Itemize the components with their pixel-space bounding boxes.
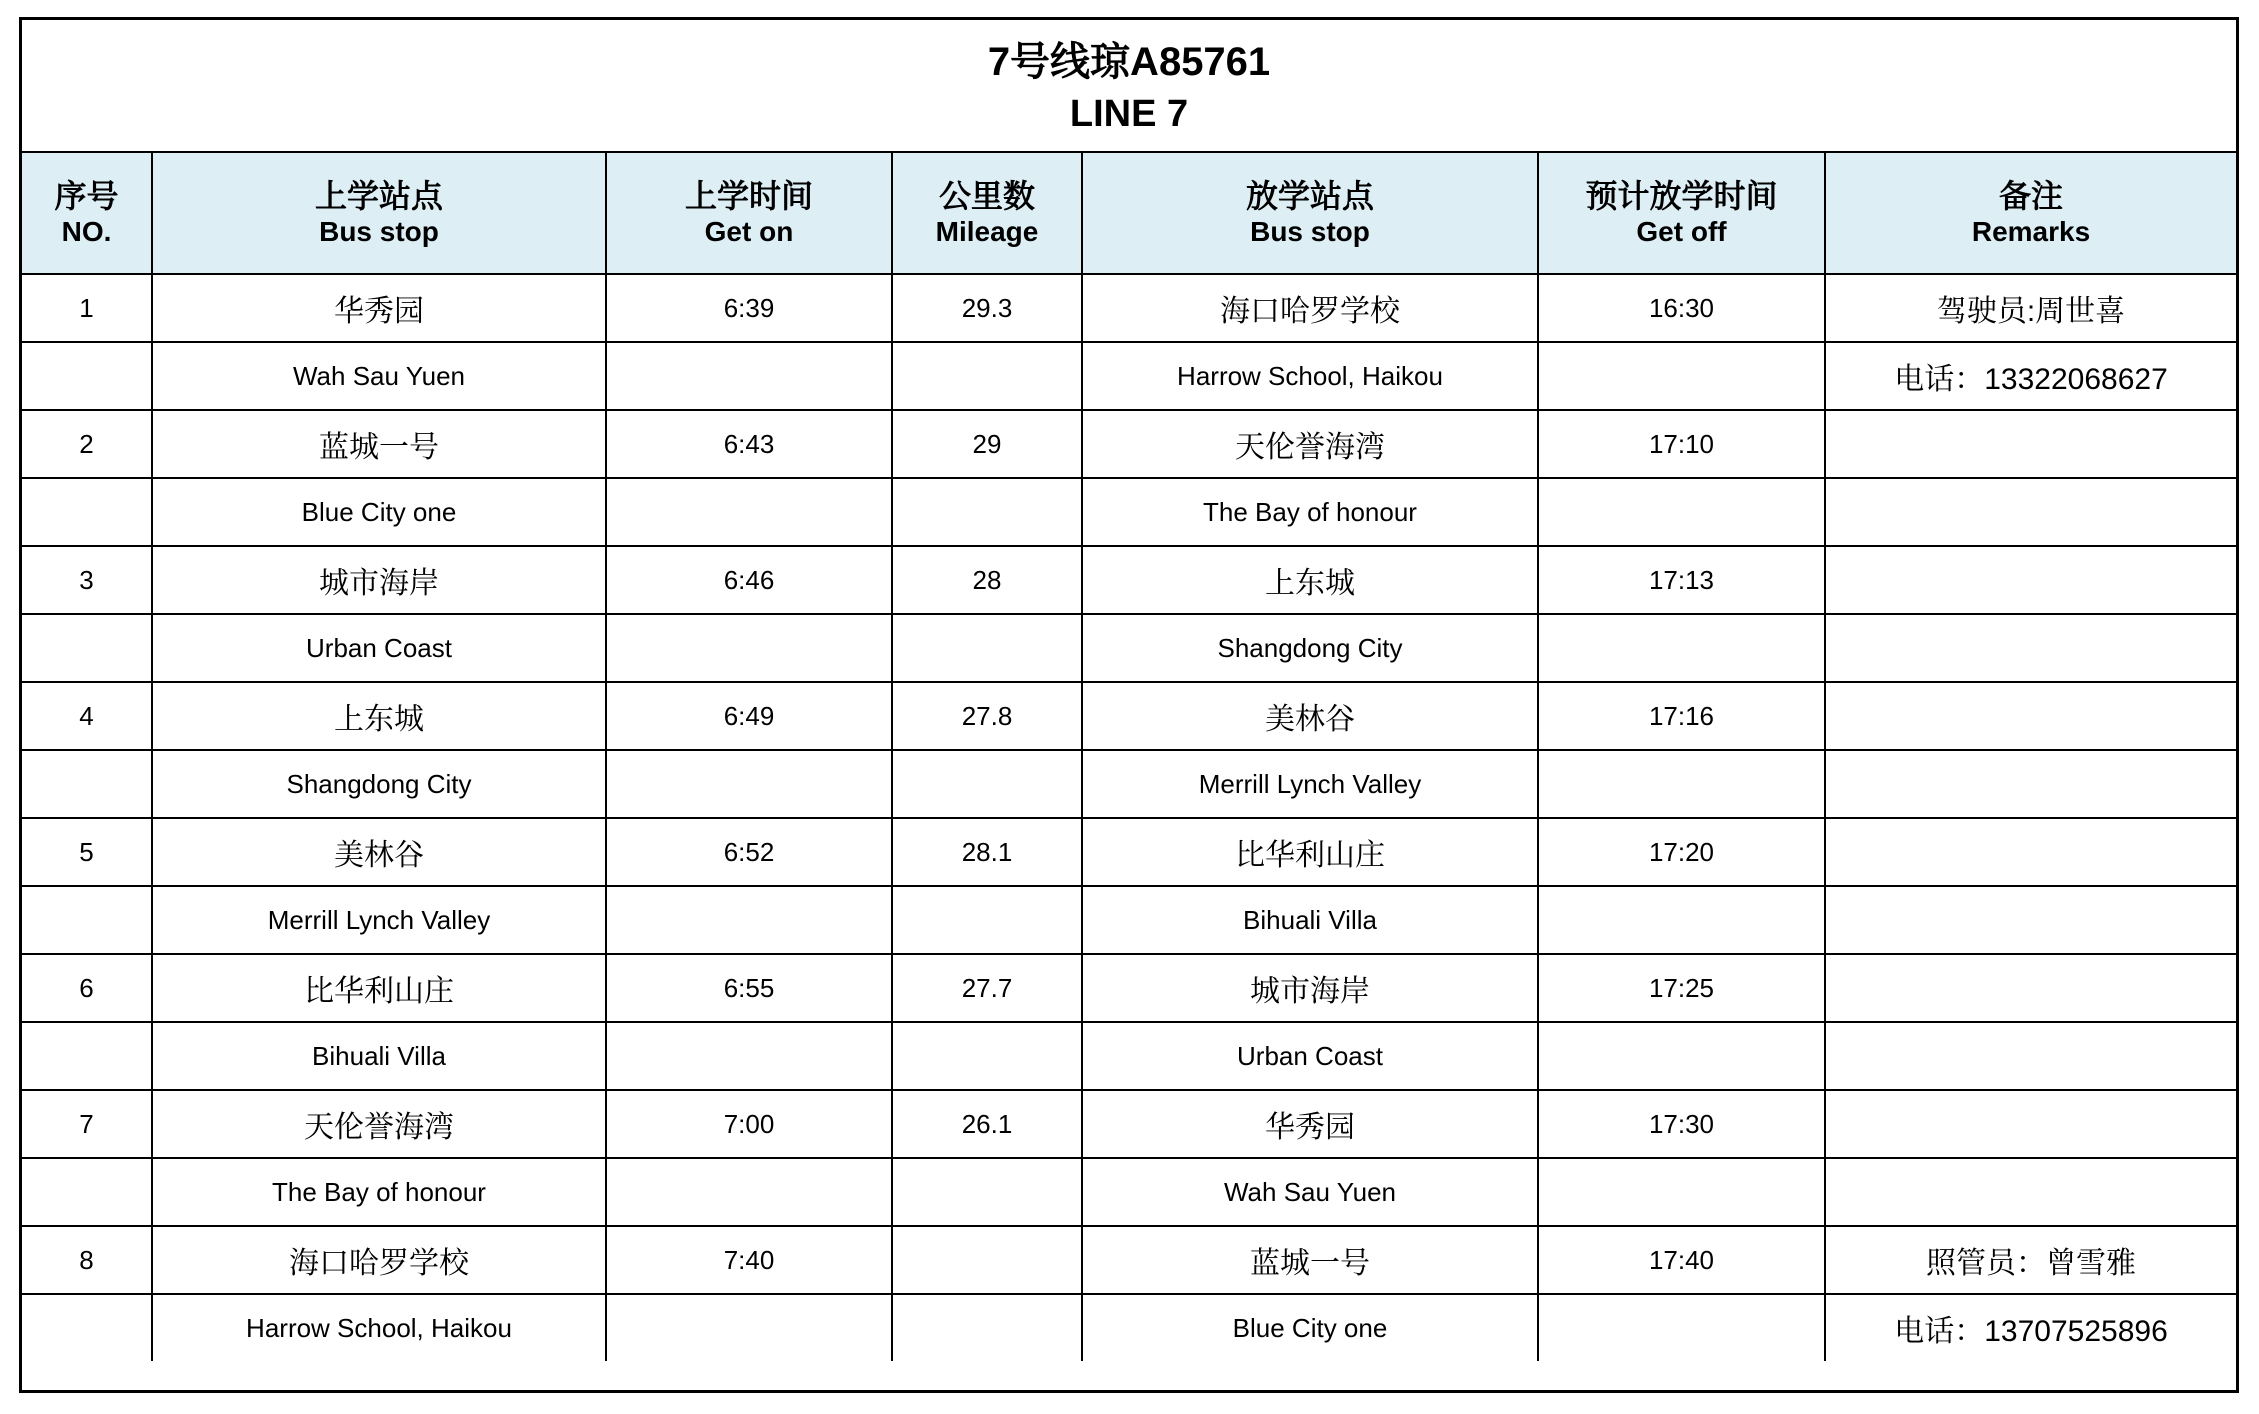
cell-get-off-time: 17:25 [1538,954,1825,1022]
cell-get-off-time [1538,1022,1825,1090]
cell-no [22,1158,152,1226]
table-row [22,954,2236,1022]
cell-get-on-time: 6:46 [606,546,892,614]
cell-mileage: 28.1 [892,818,1082,886]
cell-get-off-time: 17:13 [1538,546,1825,614]
cell-afternoon-stop: 华秀园 [1082,1090,1538,1158]
cell-remarks: 电话：13707525896 [1825,1294,2236,1361]
cell-mileage [892,750,1082,818]
cell-remarks: 电话：13322068627 [1825,342,2236,410]
cell-get-off-time: 17:20 [1538,818,1825,886]
cell-get-off-time: 16:30 [1538,274,1825,342]
cell-mileage [892,1294,1082,1361]
cell-afternoon-stop: The Bay of honour [1082,478,1538,546]
cell-get-on-time [606,750,892,818]
cell-get-on-time [606,614,892,682]
cell-morning-stop: Shangdong City [152,750,606,818]
header-label-en: Get off [1636,216,1727,247]
cell-get-on-time: 6:49 [606,682,892,750]
header-label-cn: 放学站点 [1245,178,1374,214]
cell-no [22,1294,152,1361]
table-row [22,342,2236,410]
cell-remarks [1825,1022,2236,1090]
header-label-cn: 序号 [54,178,119,214]
cell-mileage [892,1158,1082,1226]
cell-morning-stop: Urban Coast [152,614,606,682]
schedule-sheet [19,17,2239,1393]
page-title: 7号线琼A85761 [987,40,1271,84]
cell-morning-stop: 美林谷 [152,818,606,886]
header-get-on-time [606,153,892,274]
cell-afternoon-stop: Wah Sau Yuen [1082,1158,1538,1226]
header-label-cn: 预计放学时间 [1585,178,1778,214]
cell-afternoon-stop: Harrow School, Haikou [1082,342,1538,410]
cell-morning-stop: 蓝城一号 [152,410,606,478]
cell-morning-stop: 天伦誉海湾 [152,1090,606,1158]
title-block [22,20,2236,153]
bus-schedule-table [22,153,2236,1361]
cell-no [22,1022,152,1090]
cell-get-off-time: 17:40 [1538,1226,1825,1294]
cell-get-off-time: 17:16 [1538,682,1825,750]
cell-get-off-time [1538,750,1825,818]
header-label-en: Mileage [935,216,1039,247]
cell-mileage [892,1226,1082,1294]
cell-remarks [1825,1158,2236,1226]
cell-get-on-time [606,1022,892,1090]
cell-remarks [1825,614,2236,682]
cell-no: 7 [22,1090,152,1158]
cell-mileage: 27.7 [892,954,1082,1022]
cell-morning-stop: 城市海岸 [152,546,606,614]
schedule-body [22,274,2236,1361]
cell-afternoon-stop: 蓝城一号 [1082,1226,1538,1294]
cell-get-off-time [1538,478,1825,546]
cell-afternoon-stop: Blue City one [1082,1294,1538,1361]
header-label-en: Bus stop [319,216,439,247]
cell-get-off-time [1538,614,1825,682]
header-label-en: Remarks [1971,216,2091,247]
cell-mileage [892,342,1082,410]
cell-get-on-time [606,478,892,546]
header-label-en: NO. [61,216,112,247]
cell-get-on-time: 7:40 [606,1226,892,1294]
cell-afternoon-stop: 海口哈罗学校 [1082,274,1538,342]
table-row [22,546,2236,614]
cell-remarks [1825,410,2236,478]
cell-afternoon-stop: 美林谷 [1082,682,1538,750]
cell-get-off-time: 17:30 [1538,1090,1825,1158]
cell-remarks [1825,750,2236,818]
cell-mileage [892,614,1082,682]
cell-get-off-time [1538,886,1825,954]
header-label-cn: 上学时间 [684,178,813,214]
cell-morning-stop: 比华利山庄 [152,954,606,1022]
page-subtitle: LINE 7 [1069,93,1189,135]
cell-no [22,886,152,954]
cell-afternoon-stop: Bihuali Villa [1082,886,1538,954]
cell-get-on-time [606,342,892,410]
cell-afternoon-stop: 城市海岸 [1082,954,1538,1022]
cell-mileage [892,478,1082,546]
cell-morning-stop: Wah Sau Yuen [152,342,606,410]
table-row [22,614,2236,682]
header-label-en: Bus stop [1250,216,1370,247]
cell-remarks [1825,886,2236,954]
table-row [22,1294,2236,1361]
cell-get-on-time: 6:52 [606,818,892,886]
header-label-en: Get on [704,216,794,247]
cell-get-off-time [1538,342,1825,410]
cell-remarks [1825,1090,2236,1158]
cell-remarks [1825,478,2236,546]
cell-mileage: 29 [892,410,1082,478]
cell-no: 6 [22,954,152,1022]
cell-no: 4 [22,682,152,750]
cell-no: 5 [22,818,152,886]
cell-remarks: 驾驶员:周世喜 [1825,274,2236,342]
cell-get-on-time: 6:39 [606,274,892,342]
cell-no: 8 [22,1226,152,1294]
table-row [22,1022,2236,1090]
table-row [22,410,2236,478]
cell-afternoon-stop: Urban Coast [1082,1022,1538,1090]
cell-morning-stop: The Bay of honour [152,1158,606,1226]
cell-get-on-time: 7:00 [606,1090,892,1158]
cell-morning-stop: Bihuali Villa [152,1022,606,1090]
cell-mileage: 27.8 [892,682,1082,750]
cell-mileage: 26.1 [892,1090,1082,1158]
table-row [22,818,2236,886]
cell-remarks [1825,546,2236,614]
table-row [22,886,2236,954]
header-afternoon-stop [1082,153,1538,274]
cell-no [22,478,152,546]
cell-mileage: 29.3 [892,274,1082,342]
cell-get-off-time: 17:10 [1538,410,1825,478]
cell-no: 2 [22,410,152,478]
header-mileage [892,153,1082,274]
cell-remarks [1825,818,2236,886]
header-label-cn: 公里数 [938,178,1035,214]
cell-get-off-time [1538,1158,1825,1226]
cell-mileage [892,1022,1082,1090]
cell-no [22,342,152,410]
header-row [22,153,2236,274]
cell-afternoon-stop: Shangdong City [1082,614,1538,682]
cell-get-off-time [1538,1294,1825,1361]
cell-remarks [1825,954,2236,1022]
cell-morning-stop: Harrow School, Haikou [152,1294,606,1361]
cell-afternoon-stop: 比华利山庄 [1082,818,1538,886]
table-row [22,1158,2236,1226]
cell-remarks [1825,682,2236,750]
cell-get-on-time [606,1294,892,1361]
cell-no [22,750,152,818]
table-row [22,1226,2236,1294]
header-no [22,153,152,274]
cell-remarks: 照管员：曾雪雅 [1825,1226,2236,1294]
cell-afternoon-stop: 天伦誉海湾 [1082,410,1538,478]
table-row [22,682,2236,750]
table-row [22,478,2236,546]
cell-morning-stop: Merrill Lynch Valley [152,886,606,954]
header-label-cn: 上学站点 [314,178,443,214]
cell-morning-stop: 海口哈罗学校 [152,1226,606,1294]
header-morning-stop [152,153,606,274]
cell-afternoon-stop: 上东城 [1082,546,1538,614]
cell-afternoon-stop: Merrill Lynch Valley [1082,750,1538,818]
header-label-cn: 备注 [1998,178,2063,214]
cell-morning-stop: 华秀园 [152,274,606,342]
cell-no: 1 [22,274,152,342]
cell-no [22,614,152,682]
cell-get-on-time: 6:43 [606,410,892,478]
cell-get-on-time [606,1158,892,1226]
cell-morning-stop: Blue City one [152,478,606,546]
table-row [22,1090,2236,1158]
table-row [22,274,2236,342]
cell-morning-stop: 上东城 [152,682,606,750]
cell-get-on-time [606,886,892,954]
header-remarks [1825,153,2236,274]
table-row [22,750,2236,818]
cell-no: 3 [22,546,152,614]
cell-mileage [892,886,1082,954]
cell-mileage: 28 [892,546,1082,614]
cell-get-on-time: 6:55 [606,954,892,1022]
header-get-off-time [1538,153,1825,274]
